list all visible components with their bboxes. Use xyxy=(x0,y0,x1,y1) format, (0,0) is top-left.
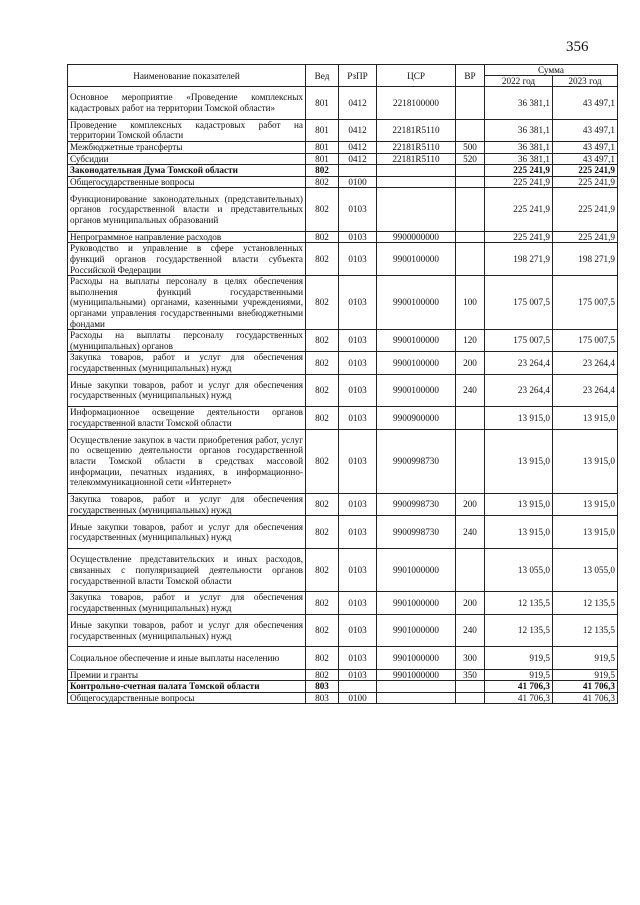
row-csr: 9901000000 xyxy=(377,647,456,669)
row-vr xyxy=(456,87,485,120)
row-rzpr xyxy=(339,165,377,177)
row-amount-2022: 41 706,3 xyxy=(485,681,553,693)
row-name: Непрограммное направление расходов xyxy=(68,231,306,243)
row-rzpr: 0412 xyxy=(339,153,377,165)
row-vr xyxy=(456,231,485,243)
row-amount-2023: 225 241,9 xyxy=(553,165,618,177)
row-amount-2023: 225 241,9 xyxy=(553,188,618,231)
row-amount-2022: 198 271,9 xyxy=(485,243,553,276)
row-name: Иные закупки товаров, работ и услуг для обеспечения государственных (муниципальных) нужд xyxy=(68,374,306,407)
row-csr: 9901000000 xyxy=(377,592,456,614)
row-name: Общегосударственные вопросы xyxy=(68,692,306,704)
row-vr: 200 xyxy=(456,494,485,516)
row-amount-2023: 13 915,0 xyxy=(553,516,618,549)
row-ved: 802 xyxy=(306,669,339,681)
row-vr: 120 xyxy=(456,330,485,352)
row-ved: 802 xyxy=(306,188,339,231)
row-amount-2022: 12 135,5 xyxy=(485,592,553,614)
table-row xyxy=(68,153,618,165)
header-ved: Вед xyxy=(306,65,339,87)
header-2022: 2022 год xyxy=(485,76,553,87)
row-csr: 9900100000 xyxy=(377,243,456,276)
row-amount-2023: 43 497,1 xyxy=(553,153,618,165)
row-rzpr: 0103 xyxy=(339,407,377,429)
row-rzpr: 0103 xyxy=(339,188,377,231)
row-name: Межбюджетные трансферты xyxy=(68,141,306,153)
row-rzpr: 0100 xyxy=(339,176,377,188)
row-amount-2022: 13 915,0 xyxy=(485,516,553,549)
row-amount-2022: 12 135,5 xyxy=(485,614,553,647)
row-rzpr: 0103 xyxy=(339,614,377,647)
row-ved: 802 xyxy=(306,516,339,549)
header-rzpr: РзПР xyxy=(339,65,377,87)
row-amount-2022: 41 706,3 xyxy=(485,692,553,704)
row-vr: 240 xyxy=(456,516,485,549)
row-rzpr: 0103 xyxy=(339,494,377,516)
row-amount-2023: 13 915,0 xyxy=(553,494,618,516)
row-vr xyxy=(456,176,485,188)
row-name: Иные закупки товаров, работ и услуг для обеспечения государственных (муниципальных) нужд xyxy=(68,614,306,647)
row-ved: 802 xyxy=(306,374,339,407)
table-body xyxy=(68,87,618,704)
row-amount-2023: 12 135,5 xyxy=(553,592,618,614)
table-row xyxy=(68,243,618,276)
row-ved: 802 xyxy=(306,165,339,177)
row-amount-2023: 175 007,5 xyxy=(553,330,618,352)
row-ved: 802 xyxy=(306,549,339,592)
row-amount-2023: 225 241,9 xyxy=(553,231,618,243)
row-ved: 803 xyxy=(306,692,339,704)
row-name: Закупка товаров, работ и услуг для обеспечения государственных (муниципальных) нужд xyxy=(68,494,306,516)
row-csr xyxy=(377,188,456,231)
row-ved: 802 xyxy=(306,352,339,374)
row-ved: 802 xyxy=(306,243,339,276)
row-csr xyxy=(377,176,456,188)
row-name: Проведение комплексных кадастровых работ на территории Томской области xyxy=(68,119,306,141)
row-rzpr: 0412 xyxy=(339,141,377,153)
row-amount-2023: 23 264,4 xyxy=(553,352,618,374)
row-amount-2023: 41 706,3 xyxy=(553,681,618,693)
row-amount-2022: 919,5 xyxy=(485,669,553,681)
row-name: Общегосударственные вопросы xyxy=(68,176,306,188)
row-vr: 100 xyxy=(456,276,485,330)
row-vr: 300 xyxy=(456,647,485,669)
table-row xyxy=(68,614,618,647)
row-ved: 801 xyxy=(306,141,339,153)
row-amount-2023: 13 915,0 xyxy=(553,429,618,494)
row-amount-2022: 225 241,9 xyxy=(485,165,553,177)
row-csr: 9900100000 xyxy=(377,330,456,352)
row-amount-2023: 919,5 xyxy=(553,647,618,669)
table-row xyxy=(68,276,618,330)
header-sum: Сумма xyxy=(485,65,618,76)
row-vr: 240 xyxy=(456,374,485,407)
row-csr: 9900900000 xyxy=(377,407,456,429)
table-row xyxy=(68,516,618,549)
row-amount-2022: 175 007,5 xyxy=(485,276,553,330)
row-ved: 801 xyxy=(306,119,339,141)
row-name: Социальное обеспечение и иные выплаты населению xyxy=(68,647,306,669)
row-amount-2023: 12 135,5 xyxy=(553,614,618,647)
row-csr: 2218100000 xyxy=(377,87,456,120)
row-csr: 22181R5110 xyxy=(377,141,456,153)
row-name: Расходы на выплаты персоналу в целях обеспечения выполнения функций государственными (муниципальными) органами, казенными учреждениями, органами управления государственными внебюджетными фондами xyxy=(68,276,306,330)
row-vr xyxy=(456,692,485,704)
row-rzpr: 0103 xyxy=(339,352,377,374)
row-rzpr: 0103 xyxy=(339,516,377,549)
row-name: Осуществление закупок в части приобретения работ, услуг по освещению деятельности органов государственной власти Томской области в средствах массовой информации, печатных изданиях, в информационно-телекоммуникационной сети «Интернет» xyxy=(68,429,306,494)
row-amount-2023: 43 497,1 xyxy=(553,87,618,120)
row-name: Закупка товаров, работ и услуг для обеспечения государственных (муниципальных) нужд xyxy=(68,352,306,374)
row-ved: 803 xyxy=(306,681,339,693)
row-csr: 9901000000 xyxy=(377,549,456,592)
table-row xyxy=(68,87,618,120)
row-rzpr: 0103 xyxy=(339,549,377,592)
row-vr xyxy=(456,119,485,141)
row-csr: 9900998730 xyxy=(377,429,456,494)
row-amount-2022: 225 241,9 xyxy=(485,231,553,243)
row-rzpr: 0103 xyxy=(339,592,377,614)
header-vr: ВР xyxy=(456,65,485,87)
row-vr: 240 xyxy=(456,614,485,647)
row-amount-2022: 23 264,4 xyxy=(485,352,553,374)
row-ved: 802 xyxy=(306,647,339,669)
header-name: Наименование показателей xyxy=(68,65,306,87)
row-ved: 802 xyxy=(306,429,339,494)
row-csr: 9900100000 xyxy=(377,352,456,374)
row-vr xyxy=(456,681,485,693)
budget-table xyxy=(67,64,618,704)
row-vr xyxy=(456,243,485,276)
row-csr xyxy=(377,165,456,177)
row-name: Осуществление представительских и иных расходов, связанных с популяризацией деятельности органов государственной власти Томской области xyxy=(68,549,306,592)
table-row xyxy=(68,352,618,374)
table-row xyxy=(68,231,618,243)
table-row xyxy=(68,494,618,516)
row-ved: 802 xyxy=(306,330,339,352)
row-vr xyxy=(456,407,485,429)
row-name: Функционирование законодательных (представительных) органов государственной власти и представительных органов муниципальных образований xyxy=(68,188,306,231)
row-ved: 801 xyxy=(306,87,339,120)
row-amount-2022: 23 264,4 xyxy=(485,374,553,407)
row-name: Премии и гранты xyxy=(68,669,306,681)
row-vr: 500 xyxy=(456,141,485,153)
row-ved: 802 xyxy=(306,276,339,330)
table-header-row xyxy=(68,65,618,76)
table-row xyxy=(68,165,618,177)
row-amount-2022: 36 381,1 xyxy=(485,153,553,165)
row-vr xyxy=(456,429,485,494)
row-amount-2022: 13 055,0 xyxy=(485,549,553,592)
row-amount-2023: 13 055,0 xyxy=(553,549,618,592)
row-rzpr: 0103 xyxy=(339,276,377,330)
table-row xyxy=(68,141,618,153)
row-vr: 350 xyxy=(456,669,485,681)
row-ved: 802 xyxy=(306,231,339,243)
row-name: Закупка товаров, работ и услуг для обеспечения государственных (муниципальных) нужд xyxy=(68,592,306,614)
row-amount-2022: 13 915,0 xyxy=(485,407,553,429)
row-rzpr: 0103 xyxy=(339,243,377,276)
header-2023: 2023 год xyxy=(553,76,618,87)
row-ved: 802 xyxy=(306,614,339,647)
row-amount-2022: 225 241,9 xyxy=(485,176,553,188)
row-rzpr: 0412 xyxy=(339,87,377,120)
row-rzpr: 0100 xyxy=(339,692,377,704)
table-row xyxy=(68,592,618,614)
row-vr xyxy=(456,188,485,231)
row-name: Руководство и управление в сфере установленных функций органов государственной власти субъекта Российской Федерации xyxy=(68,243,306,276)
table-row xyxy=(68,647,618,669)
row-rzpr: 0412 xyxy=(339,119,377,141)
row-amount-2022: 175 007,5 xyxy=(485,330,553,352)
table-row xyxy=(68,374,618,407)
row-rzpr: 0103 xyxy=(339,429,377,494)
row-name: Законодательная Дума Томской области xyxy=(68,165,306,177)
row-amount-2022: 13 915,0 xyxy=(485,429,553,494)
row-name: Иные закупки товаров, работ и услуг для обеспечения государственных (муниципальных) нужд xyxy=(68,516,306,549)
row-ved: 802 xyxy=(306,494,339,516)
row-csr: 22181R5110 xyxy=(377,153,456,165)
row-name: Контрольно-счетная палата Томской области xyxy=(68,681,306,693)
row-csr: 9900998730 xyxy=(377,494,456,516)
row-name: Субсидии xyxy=(68,153,306,165)
row-amount-2023: 198 271,9 xyxy=(553,243,618,276)
row-rzpr: 0103 xyxy=(339,647,377,669)
header-csr: ЦСР xyxy=(377,65,456,87)
table-row xyxy=(68,681,618,693)
row-ved: 802 xyxy=(306,176,339,188)
row-rzpr: 0103 xyxy=(339,231,377,243)
row-ved: 801 xyxy=(306,153,339,165)
row-vr: 200 xyxy=(456,352,485,374)
table-row xyxy=(68,119,618,141)
row-csr: 9900100000 xyxy=(377,374,456,407)
row-csr xyxy=(377,681,456,693)
row-csr: 9900998730 xyxy=(377,516,456,549)
row-name: Основное мероприятие «Проведение комплексных кадастровых работ на территории Томской области» xyxy=(68,87,306,120)
row-amount-2023: 43 497,1 xyxy=(553,119,618,141)
table-row xyxy=(68,549,618,592)
row-rzpr: 0103 xyxy=(339,669,377,681)
row-csr: 22181R5110 xyxy=(377,119,456,141)
row-csr: 9900000000 xyxy=(377,231,456,243)
row-amount-2022: 36 381,1 xyxy=(485,119,553,141)
row-amount-2023: 41 706,3 xyxy=(553,692,618,704)
table-row xyxy=(68,330,618,352)
row-amount-2022: 919,5 xyxy=(485,647,553,669)
row-amount-2022: 225 241,9 xyxy=(485,188,553,231)
row-vr: 200 xyxy=(456,592,485,614)
row-csr: 9901000000 xyxy=(377,614,456,647)
row-name: Информационное освещение деятельности органов государственной власти Томской области xyxy=(68,407,306,429)
row-amount-2023: 175 007,5 xyxy=(553,276,618,330)
row-rzpr xyxy=(339,681,377,693)
row-amount-2023: 225 241,9 xyxy=(553,176,618,188)
row-ved: 802 xyxy=(306,592,339,614)
row-amount-2022: 13 915,0 xyxy=(485,494,553,516)
table-row xyxy=(68,407,618,429)
row-vr xyxy=(456,549,485,592)
row-amount-2022: 36 381,1 xyxy=(485,141,553,153)
row-amount-2022: 36 381,1 xyxy=(485,87,553,120)
table-row xyxy=(68,188,618,231)
row-csr: 9900100000 xyxy=(377,276,456,330)
table-row xyxy=(68,176,618,188)
row-vr: 520 xyxy=(456,153,485,165)
row-amount-2023: 13 915,0 xyxy=(553,407,618,429)
row-csr xyxy=(377,692,456,704)
table-row xyxy=(68,669,618,681)
table-row xyxy=(68,692,618,704)
row-vr xyxy=(456,165,485,177)
row-amount-2023: 43 497,1 xyxy=(553,141,618,153)
row-rzpr: 0103 xyxy=(339,330,377,352)
row-name: Расходы на выплаты персоналу государственных (муниципальных) органов xyxy=(68,330,306,352)
row-ved: 802 xyxy=(306,407,339,429)
row-amount-2023: 919,5 xyxy=(553,669,618,681)
row-amount-2023: 23 264,4 xyxy=(553,374,618,407)
row-rzpr: 0103 xyxy=(339,374,377,407)
row-csr: 9901000000 xyxy=(377,669,456,681)
page-number: 356 xyxy=(566,39,589,55)
table-row xyxy=(68,429,618,494)
